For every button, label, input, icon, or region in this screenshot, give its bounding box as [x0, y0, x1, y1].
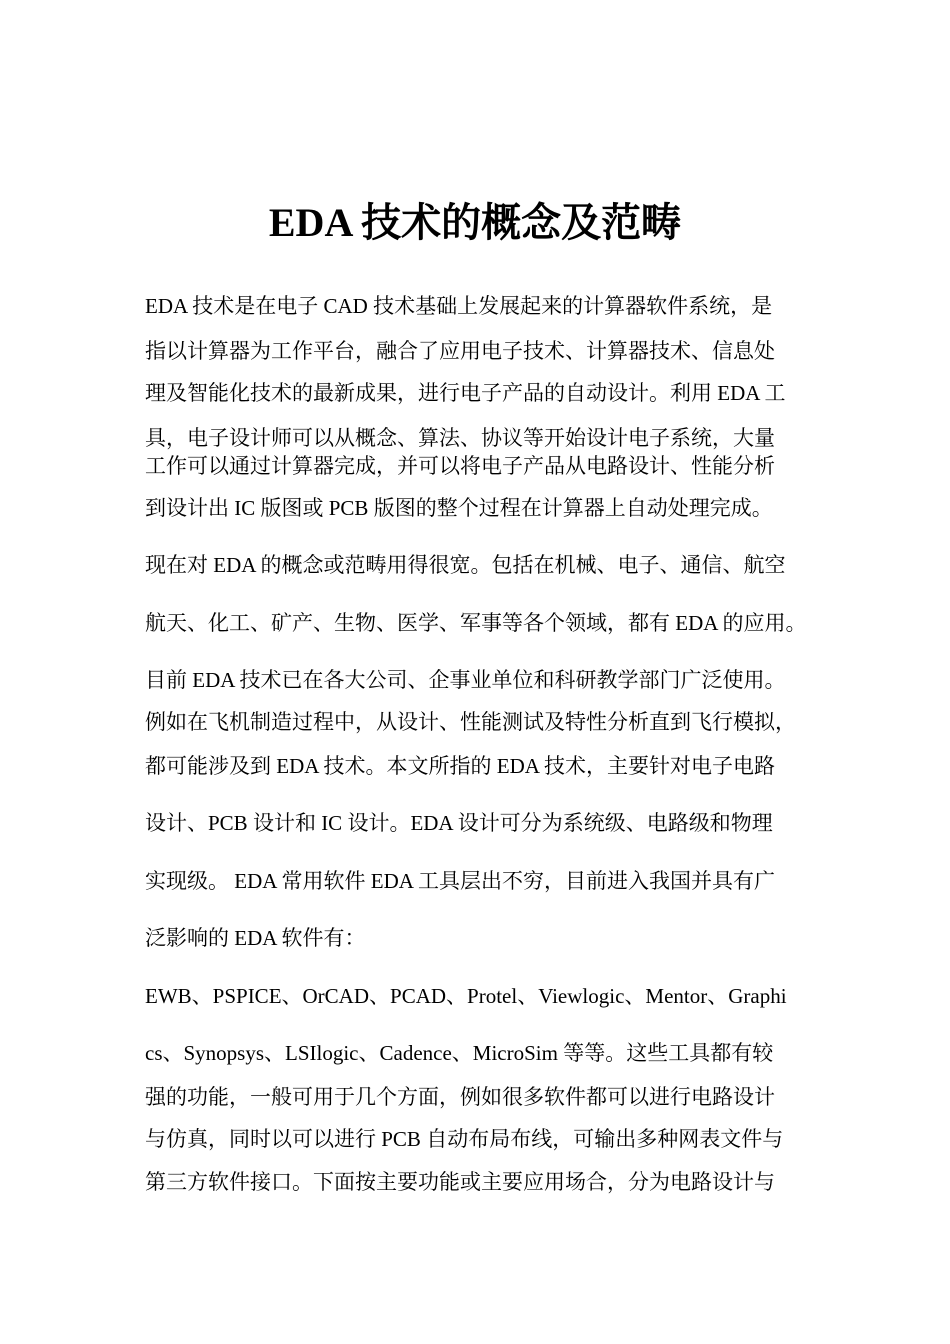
document-title: EDA 技术的概念及范畴 — [268, 200, 682, 245]
body-text-line: 理及智能化技术的最新成果，进行电子产品的自动设计。利用 EDA 工 — [145, 381, 786, 405]
body-text-line: 具，电子设计师可以从概念、算法、协议等开始设计电子系统，大量 — [145, 426, 775, 450]
body-text-line: cs、Synopsys、LSIlogic、Cadence、MicroSim 等等。这些工具都有较 — [145, 1041, 774, 1065]
body-text-line: 到设计出 IC 版图或 PCB 版图的整个过程在计算器上自动处理完成。 — [145, 496, 773, 520]
body-text-line: 目前 EDA 技术已在各大公司、企事业单位和科研教学部门广泛使用。 — [145, 668, 786, 692]
body-text-line: 实现级。 EDA 常用软件 EDA 工具层出不穷，目前进入我国并具有广 — [145, 869, 775, 893]
body-text-line: 与仿真，同时以可以进行 PCB 自动布局布线，可输出多种网表文件与 — [145, 1127, 784, 1151]
body-text-line: 指以计算器为工作平台，融合了应用电子技术、计算器技术、信息处 — [145, 339, 775, 363]
body-text-line: 设计、PCB 设计和 IC 设计。EDA 设计可分为系统级、电路级和物理 — [145, 811, 773, 835]
body-text-line: 例如在飞机制造过程中，从设计、性能测试及特性分析直到飞行模拟， — [145, 710, 796, 734]
body-text-line: EWB、PSPICE、OrCAD、PCAD、Protel、Viewlogic、Mentor、Graphi — [145, 984, 787, 1008]
body-text-line: 航天、化工、矿产、生物、医学、军事等各个领域，都有 EDA 的应用。 — [145, 611, 807, 635]
body-text-line: 第三方软件接口。下面按主要功能或主要应用场合，分为电路设计与 — [145, 1170, 775, 1194]
body-text-line: 泛影响的 EDA 软件有： — [145, 926, 366, 950]
body-text-line: 都可能涉及到 EDA 技术。本文所指的 EDA 技术，主要针对电子电路 — [145, 754, 775, 778]
body-text-line: EDA 技术是在电子 CAD 技术基础上发展起来的计算器软件系统，是 — [145, 294, 773, 318]
body-text-line: 强的功能，一般可用于几个方面，例如很多软件都可以进行电路设计 — [145, 1085, 775, 1109]
body-text-line: 现在对 EDA 的概念或范畴用得很宽。包括在机械、电子、通信、航空 — [145, 553, 786, 577]
body-text-line: 工作可以通过计算器完成，并可以将电子产品从电路设计、性能分析 — [145, 454, 775, 478]
